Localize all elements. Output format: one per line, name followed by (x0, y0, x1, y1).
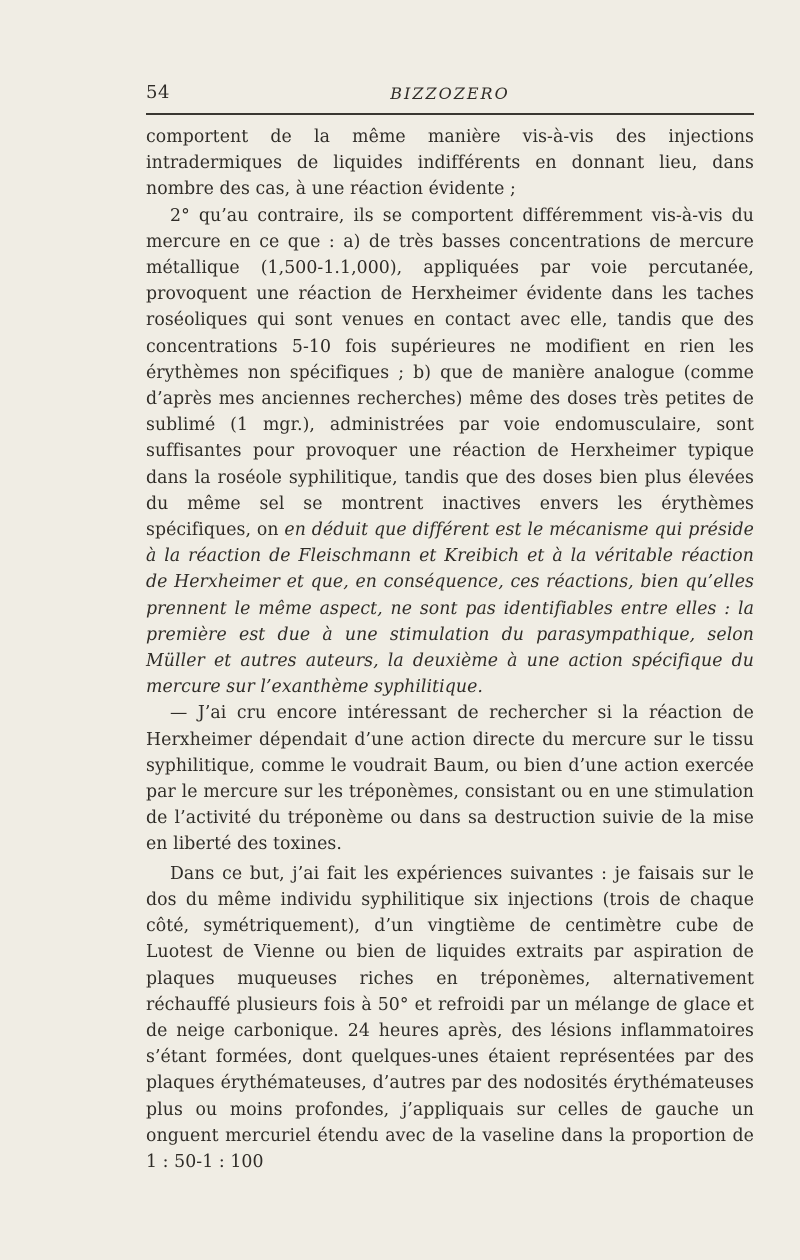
paragraph-point-2 (146, 203, 754, 701)
paragraph-point-2-italic: en déduit que différent est le mécanisme qui préside à la réaction de Fleischmann et Kreibich et à la véritable réaction de Herxheimer et que, en conséquence, ces réactions, bien qu’elles prennent le même aspect, ne sont pas identifiables entre elles : la première est due à une stimulation du parasympathique, selon Müller et autres auteurs, la deuxième à une action spécifique du mercure sur l’exanthème syphilitique. (146, 520, 754, 698)
body-text (146, 124, 754, 1175)
paragraph-experiments: Dans ce but, j’ai fait les expériences suivantes : je faisais sur le dos du même individu syphilitique six injections (trois de chaque côté, symétriquement), d’un vingtième de centimètre cube de Luotest de Vienne ou bien de liquides extraits par aspiration de plaques muqueuses riches en tréponèmes, alternativement réchauffé plusieurs fois à 50° et refroidi par un mélange de glace et de neige carbonique. 24 heures après, des lésions inflammatoires s’étant formées, dont quelques-unes étaient représentées par des plaques érythémateuses, d’autres par des nodosités érythémateuses plus ou moins profondes, j’appliquais sur celles de gauche un onguent mercuriel étendu avec de la vaseline dans la proportion de 1 : 50-1 : 100 (146, 863, 754, 1172)
running-title: BIZZOZERO (390, 84, 510, 103)
running-head (146, 82, 754, 112)
page-number: 54 (146, 82, 170, 103)
header-rule (146, 113, 754, 115)
paragraph-continuation: comportent de la même manière vis-à-vis des injections intradermiques de liquides indifférents en donnant lieu, dans nombre des cas, à une réaction évidente ; (146, 127, 754, 200)
paragraph-point-2-roman: 2° qu’au contraire, ils se comportent différemment vis-à-vis du mercure en ce que : a) de très basses concentrations de mercure métallique (1,500-1.1,000), appliquées par voie percutanée, provoquent une réaction de Herxheimer évidente dans les taches roséoliques qui sont venues en contact avec elle, tandis que des concentrations 5-10 fois supérieures ne modifient en rien les érythèmes non spécifiques ; b) que de manière analogue (comme d’après mes anciennes recherches) même des doses très petites de sublimé (1 mgr.), administrées par voie endomusculaire, sont suffisantes pour provoquer une réaction de Herxheimer typique dans la roséole syphilitique, tandis que des doses bien plus élevées du même sel se montrent inactives envers les érythèmes spécifiques, on (146, 205, 754, 541)
paragraph-herxheimer-question: — J’ai cru encore intéressant de rechercher si la réaction de Herxheimer dépendait d’une action directe du mercure sur le tissu syphilitique, comme le voudrait Baum, ou bien d’une action exercée par le mercure sur les tréponèmes, consistant ou en une stimulation de l’activité du tréponème ou dans sa destruction suivie de la mise en liberté des toxines. (146, 703, 754, 855)
